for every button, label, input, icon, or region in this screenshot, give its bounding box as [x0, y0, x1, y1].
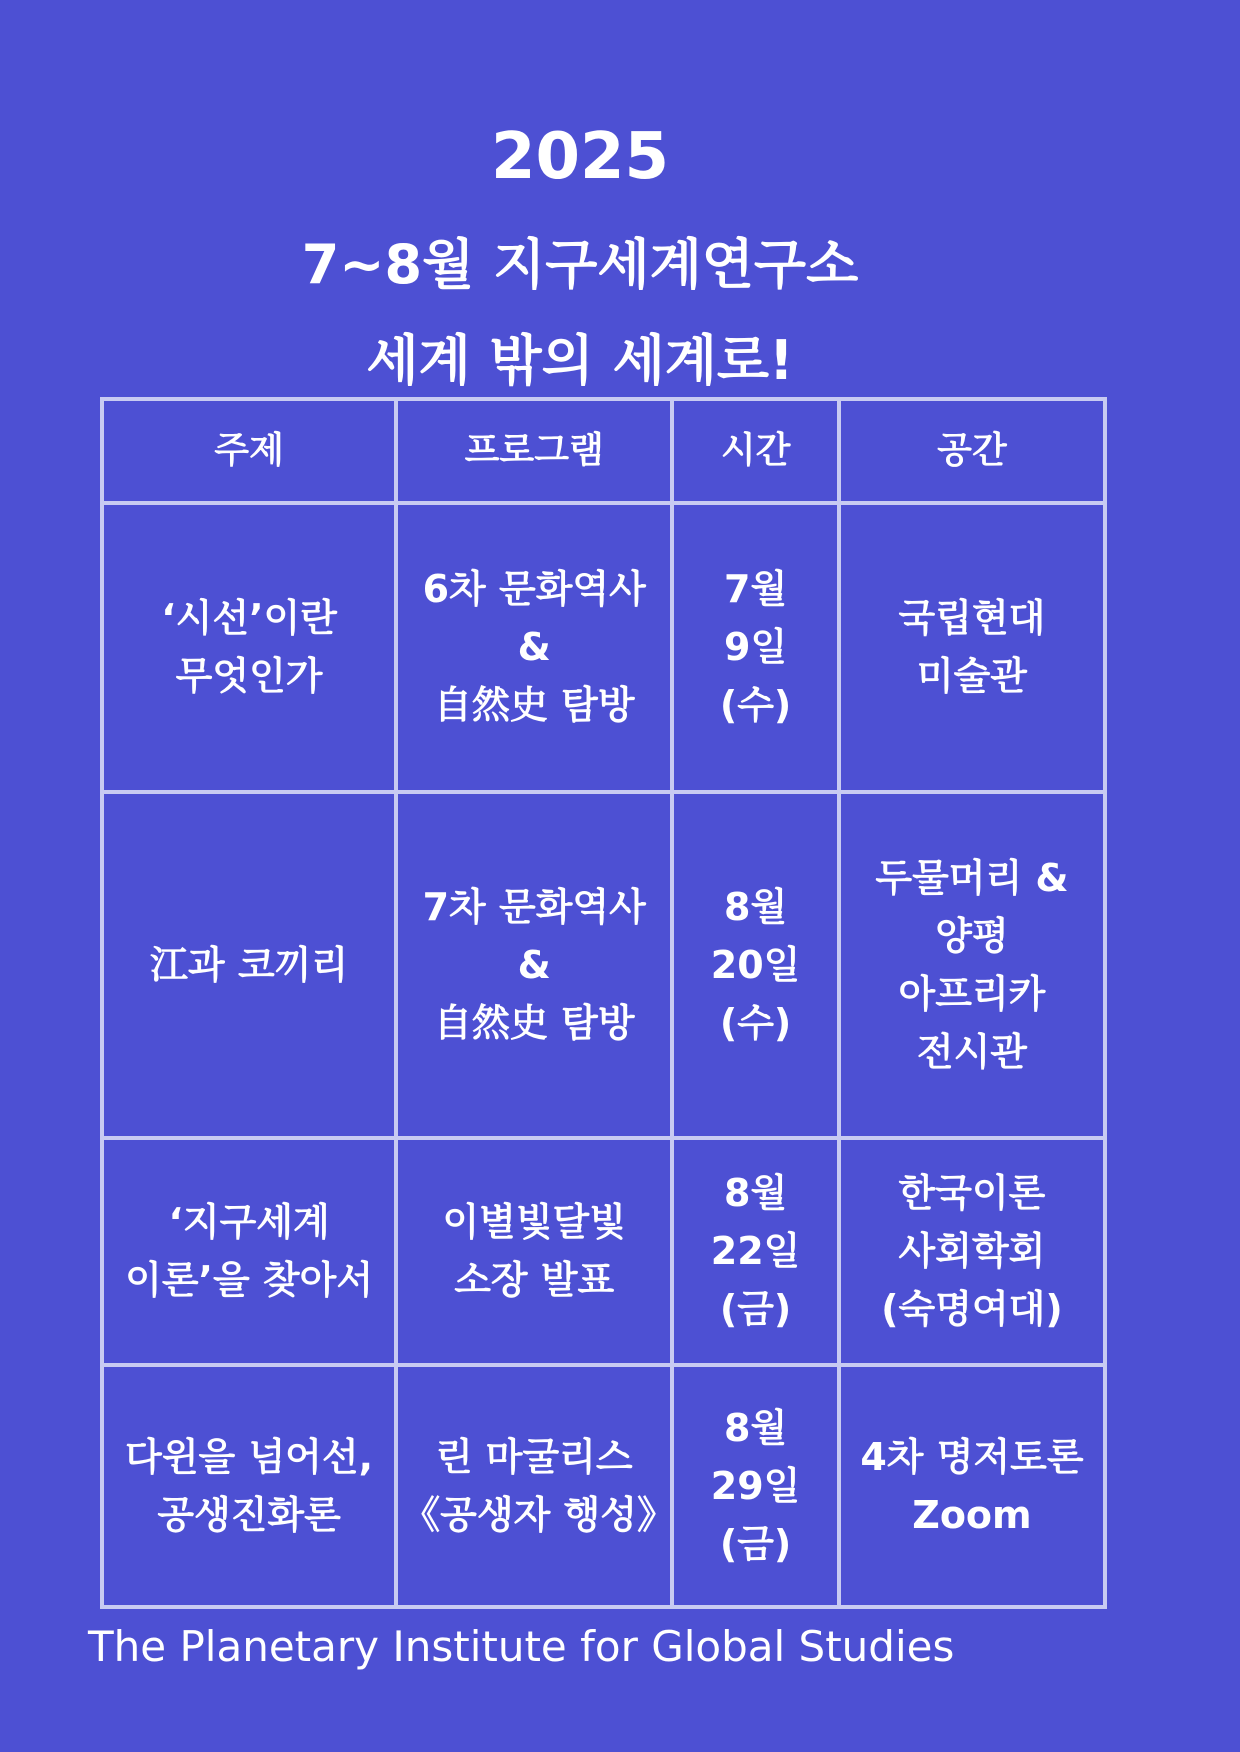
cell-line: 한국이론: [898, 1171, 1046, 1216]
cell-line: (수): [719, 1000, 792, 1045]
cell-line: (금): [719, 1287, 792, 1332]
place-cell: [839, 1365, 1105, 1607]
header-row: [102, 399, 1105, 503]
cell-line: Zoom: [912, 1492, 1032, 1537]
place-cell: [839, 503, 1105, 791]
cell-line: 29일: [710, 1463, 801, 1508]
cell-line: 自然史 탐방: [433, 683, 635, 728]
table-row: [102, 792, 1105, 1139]
schedule-table: [100, 397, 1107, 1609]
header-time: 시간: [672, 399, 839, 503]
place-cell: [839, 1138, 1105, 1364]
topic-cell: [102, 1138, 396, 1364]
cell-line: ‘시선’이란: [161, 596, 337, 641]
cell-line: 두물머리 &: [875, 855, 1069, 900]
time-cell: [672, 1138, 839, 1364]
cell-line: 국립현대: [898, 596, 1046, 641]
program-cell: [396, 1365, 675, 1607]
header-topic: 주제: [102, 399, 396, 503]
place-cell: [839, 792, 1105, 1139]
program-cell: [396, 503, 672, 791]
time-cell: [672, 1365, 839, 1607]
cell-line: 양평: [935, 913, 1009, 958]
cell-line: 전시관: [916, 1029, 1028, 1074]
cell-line: 8월: [724, 1405, 788, 1450]
cell-line: 이론’을 찾아서: [125, 1258, 374, 1303]
cell-line: ‘지구세계: [168, 1200, 330, 1245]
footer-institute-name: The Planetary Institute for Global Studies: [88, 1622, 955, 1671]
table-row: [102, 503, 1105, 791]
cell-line: 7월: [724, 567, 788, 612]
cell-line: 공생진화론: [157, 1492, 341, 1537]
title-year: 2025: [490, 120, 670, 194]
table-row: [102, 1365, 1105, 1607]
cell-line: 이별빛달빛: [442, 1200, 626, 1245]
cell-line: 22일: [710, 1229, 801, 1274]
cell-line: 린 마굴리스: [435, 1434, 633, 1479]
table-row: [102, 1138, 1105, 1364]
cell-line: 江과 코끼리: [150, 942, 349, 987]
title-slogan: 세계 밖의 세계로!: [366, 329, 794, 392]
cell-line: 《공생자 행성》: [402, 1492, 675, 1537]
header-place: 공간: [839, 399, 1105, 503]
cell-line: &: [517, 625, 551, 670]
cell-line: 7차 문화역사: [422, 884, 646, 929]
topic-cell: [102, 792, 396, 1139]
program-cell: [396, 1138, 672, 1364]
cell-line: 다윈을 넘어선,: [125, 1434, 374, 1479]
cell-line: (숙명여대): [881, 1287, 1063, 1332]
cell-line: 4차 명저토론: [860, 1434, 1084, 1479]
cell-line: 8월: [724, 1171, 788, 1216]
time-cell: [672, 503, 839, 791]
cell-line: (금): [719, 1521, 792, 1566]
header-program: 프로그램: [396, 399, 672, 503]
cell-line: (수): [719, 683, 792, 728]
program-cell: [396, 792, 672, 1139]
cell-line: 20일: [710, 942, 801, 987]
cell-line: 소장 발표: [454, 1258, 615, 1303]
cell-line: 9일: [724, 625, 788, 670]
topic-cell: [102, 503, 396, 791]
topic-cell: [102, 1365, 396, 1607]
time-cell: [672, 792, 839, 1139]
cell-line: 무엇인가: [175, 654, 323, 699]
cell-line: &: [517, 942, 551, 987]
cell-line: 사회학회: [898, 1229, 1046, 1274]
cell-line: 미술관: [916, 654, 1028, 699]
cell-line: 自然史 탐방: [433, 1000, 635, 1045]
cell-line: 6차 문화역사: [422, 567, 646, 612]
cell-line: 8월: [724, 884, 788, 929]
title-institute: 7~8월 지구세계연구소: [301, 233, 859, 296]
cell-line: 아프리카: [898, 971, 1046, 1016]
